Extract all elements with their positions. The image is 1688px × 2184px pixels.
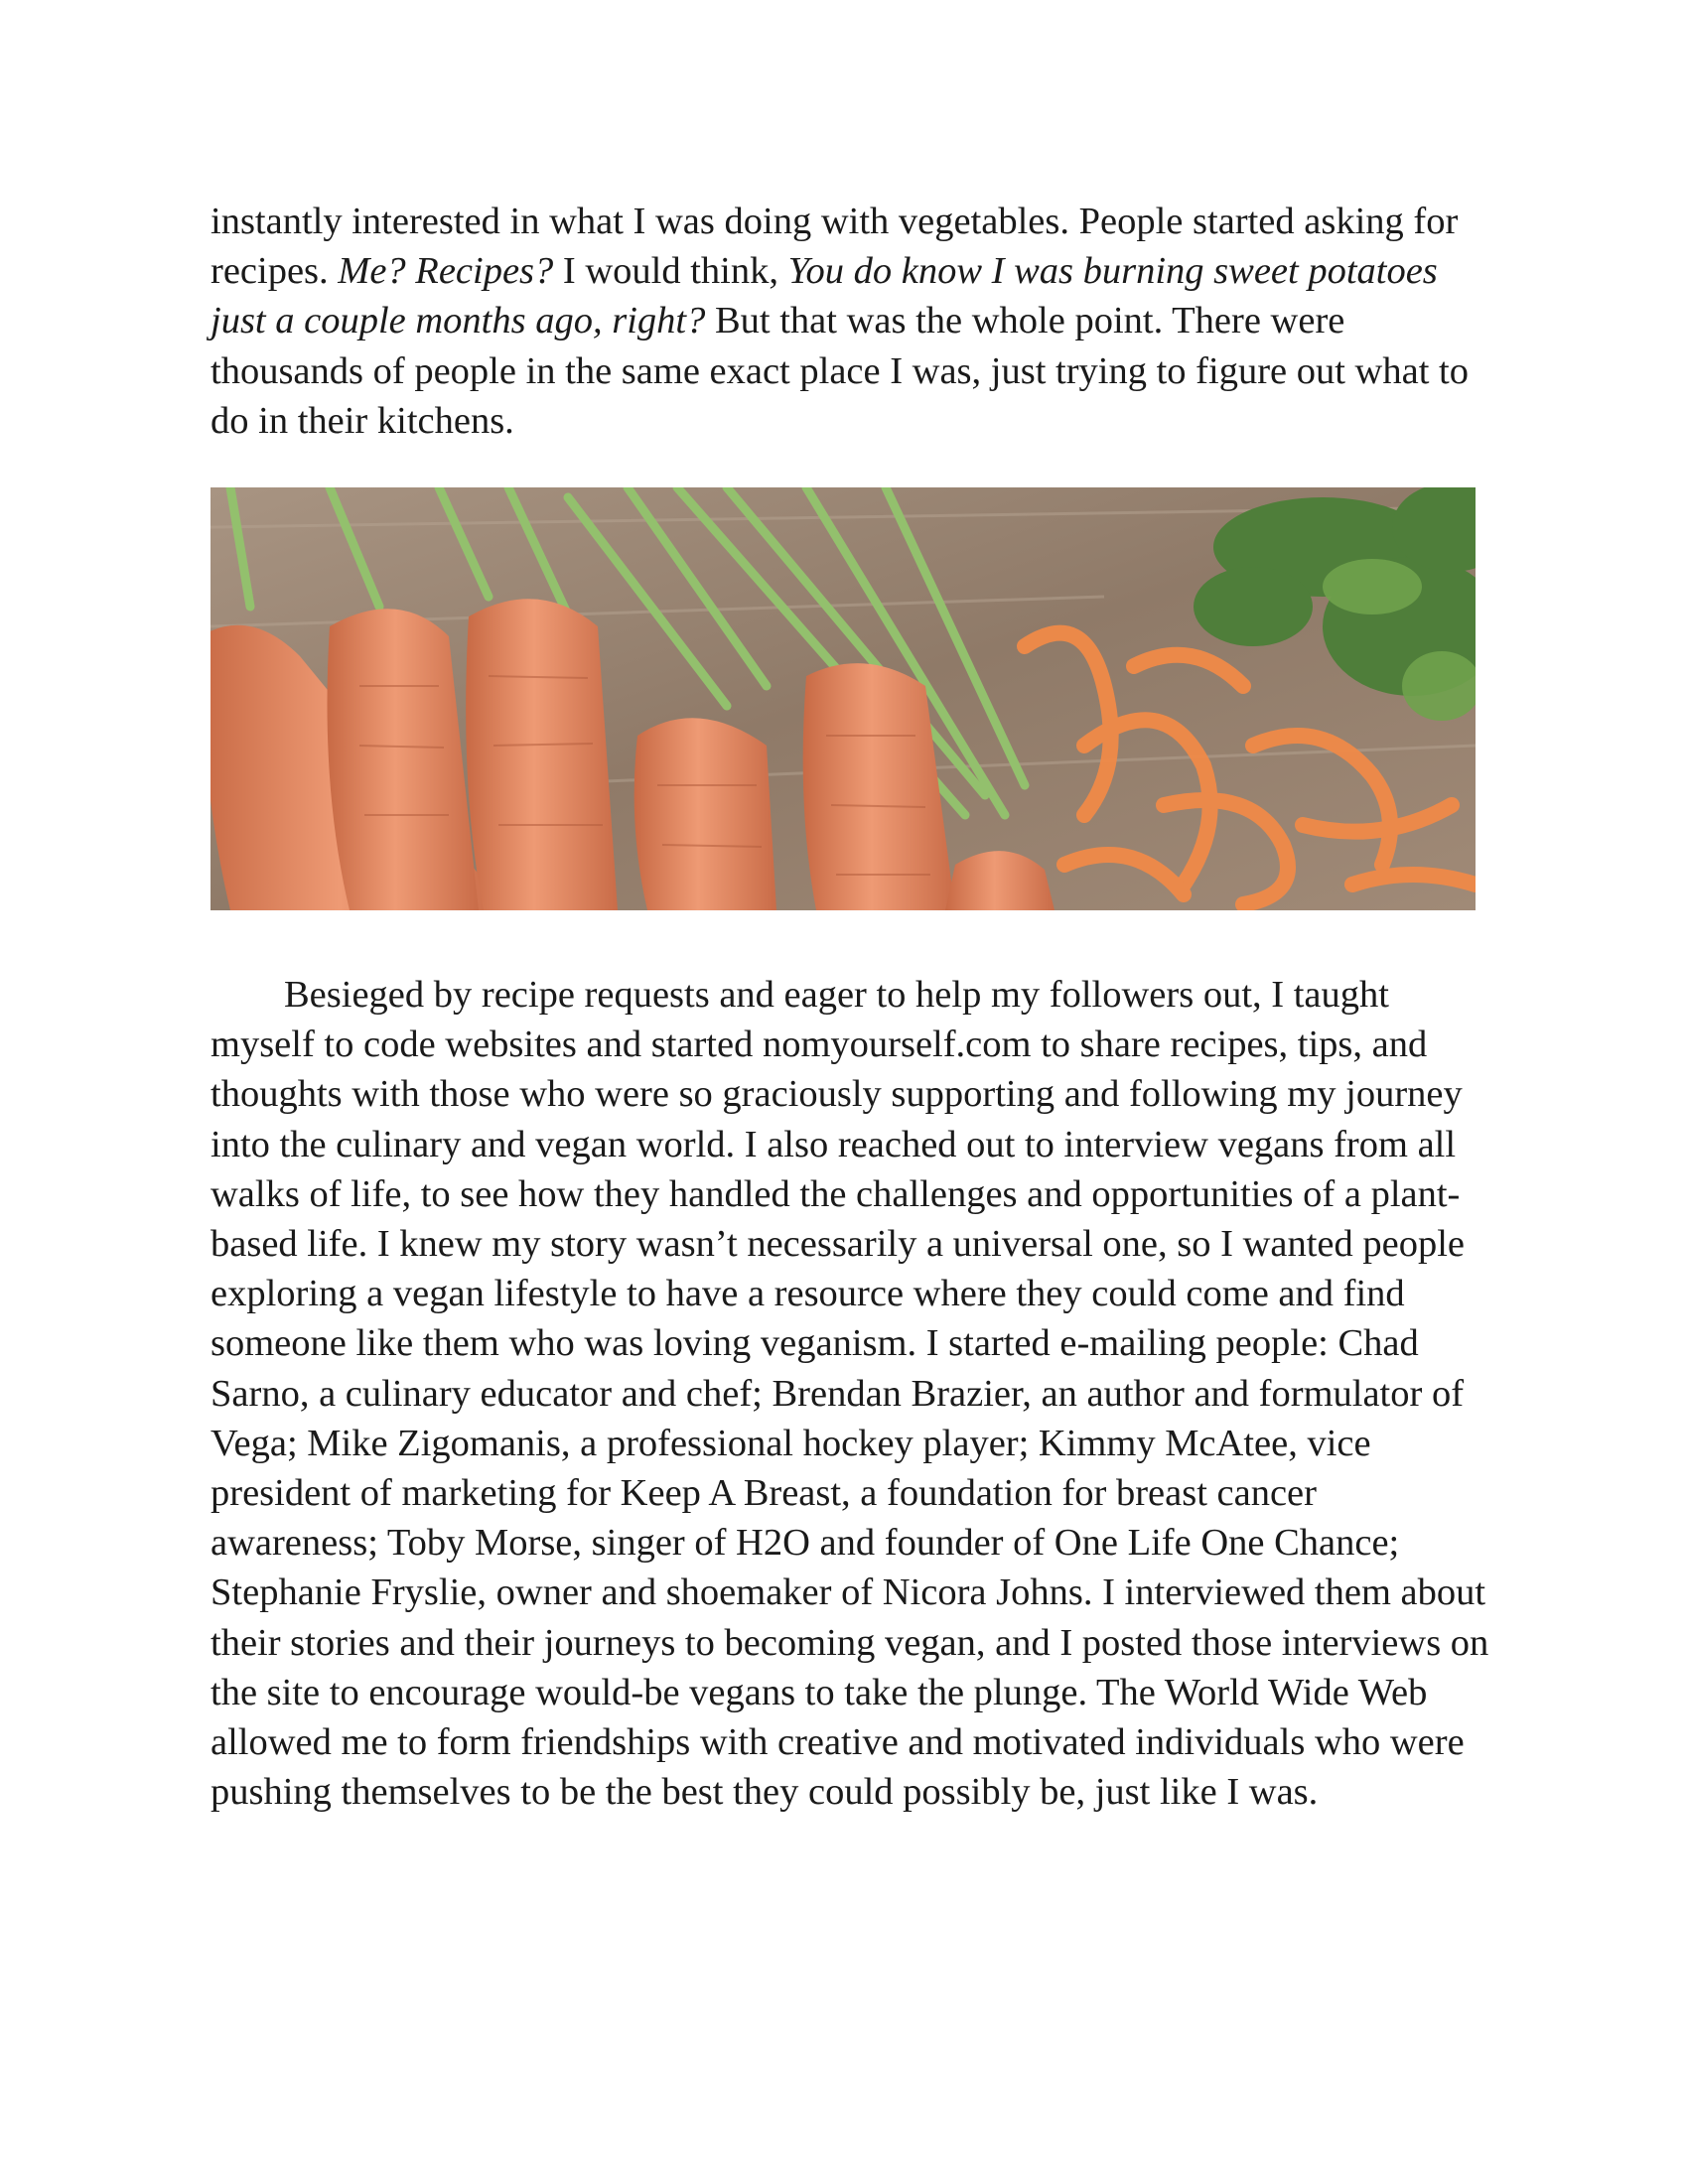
page-content: [211, 197, 1491, 1817]
carrots-photo: [211, 487, 1476, 910]
paragraph-1-italic-2: You do know I was burning sweet potatoes just a couple months ago, right?: [211, 250, 1438, 342]
paragraph-1: [211, 197, 1491, 446]
paragraph-1-run-2: I would think,: [553, 250, 788, 293]
paragraph-1-run-1: instantly interested in what I was doing with vegetables. People started asking for recipes.: [211, 201, 1459, 293]
carrots-illustration: [211, 487, 1476, 910]
paragraph-2: Besieged by recipe requests and eager to help my followers out, I taught myself to code websites and started nomyourself.com to share recipes, tips, and thoughts with those who were so graciously supporting and following my journey into the culinary and vegan world. I also reached out to interview vegans from all walks of life, to see how they handled the challenges and opportunities of a plant-based life. I knew my story wasn’t necessarily a universal one, so I wanted people exploring a vegan lifestyle to have a resource where they could come and find someone like them who was loving veganism. I started e-mailing people: Chad Sarno, a culinary educator and chef; Brendan Brazier, an author and formulator of Vega; Mike Zigomanis, a professional hockey player; Kimmy McAtee, vice president of marketing for Keep A Breast, a foundation for breast cancer awareness; Toby Morse, singer of H2O and founder of One Life One Chance; Stephanie Fryslie, owner and shoemaker of Nicora Johns. I interviewed them about their stories and their journeys to becoming vegan, and I posted those interviews on the site to encourage would-be vegans to take the plunge. The World Wide Web allowed me to form friendships with creative and motivated individuals who were pushing themselves to be the best they could possibly be, just like I was.: [211, 974, 1489, 1814]
paragraph-1-run-3: But that was the whole point. There were thousands of people in the same exact place I was, just trying to figure out what to do in their kitchens.: [211, 300, 1469, 442]
paragraph-1-italic-1: Me? Recipes?: [338, 250, 554, 293]
